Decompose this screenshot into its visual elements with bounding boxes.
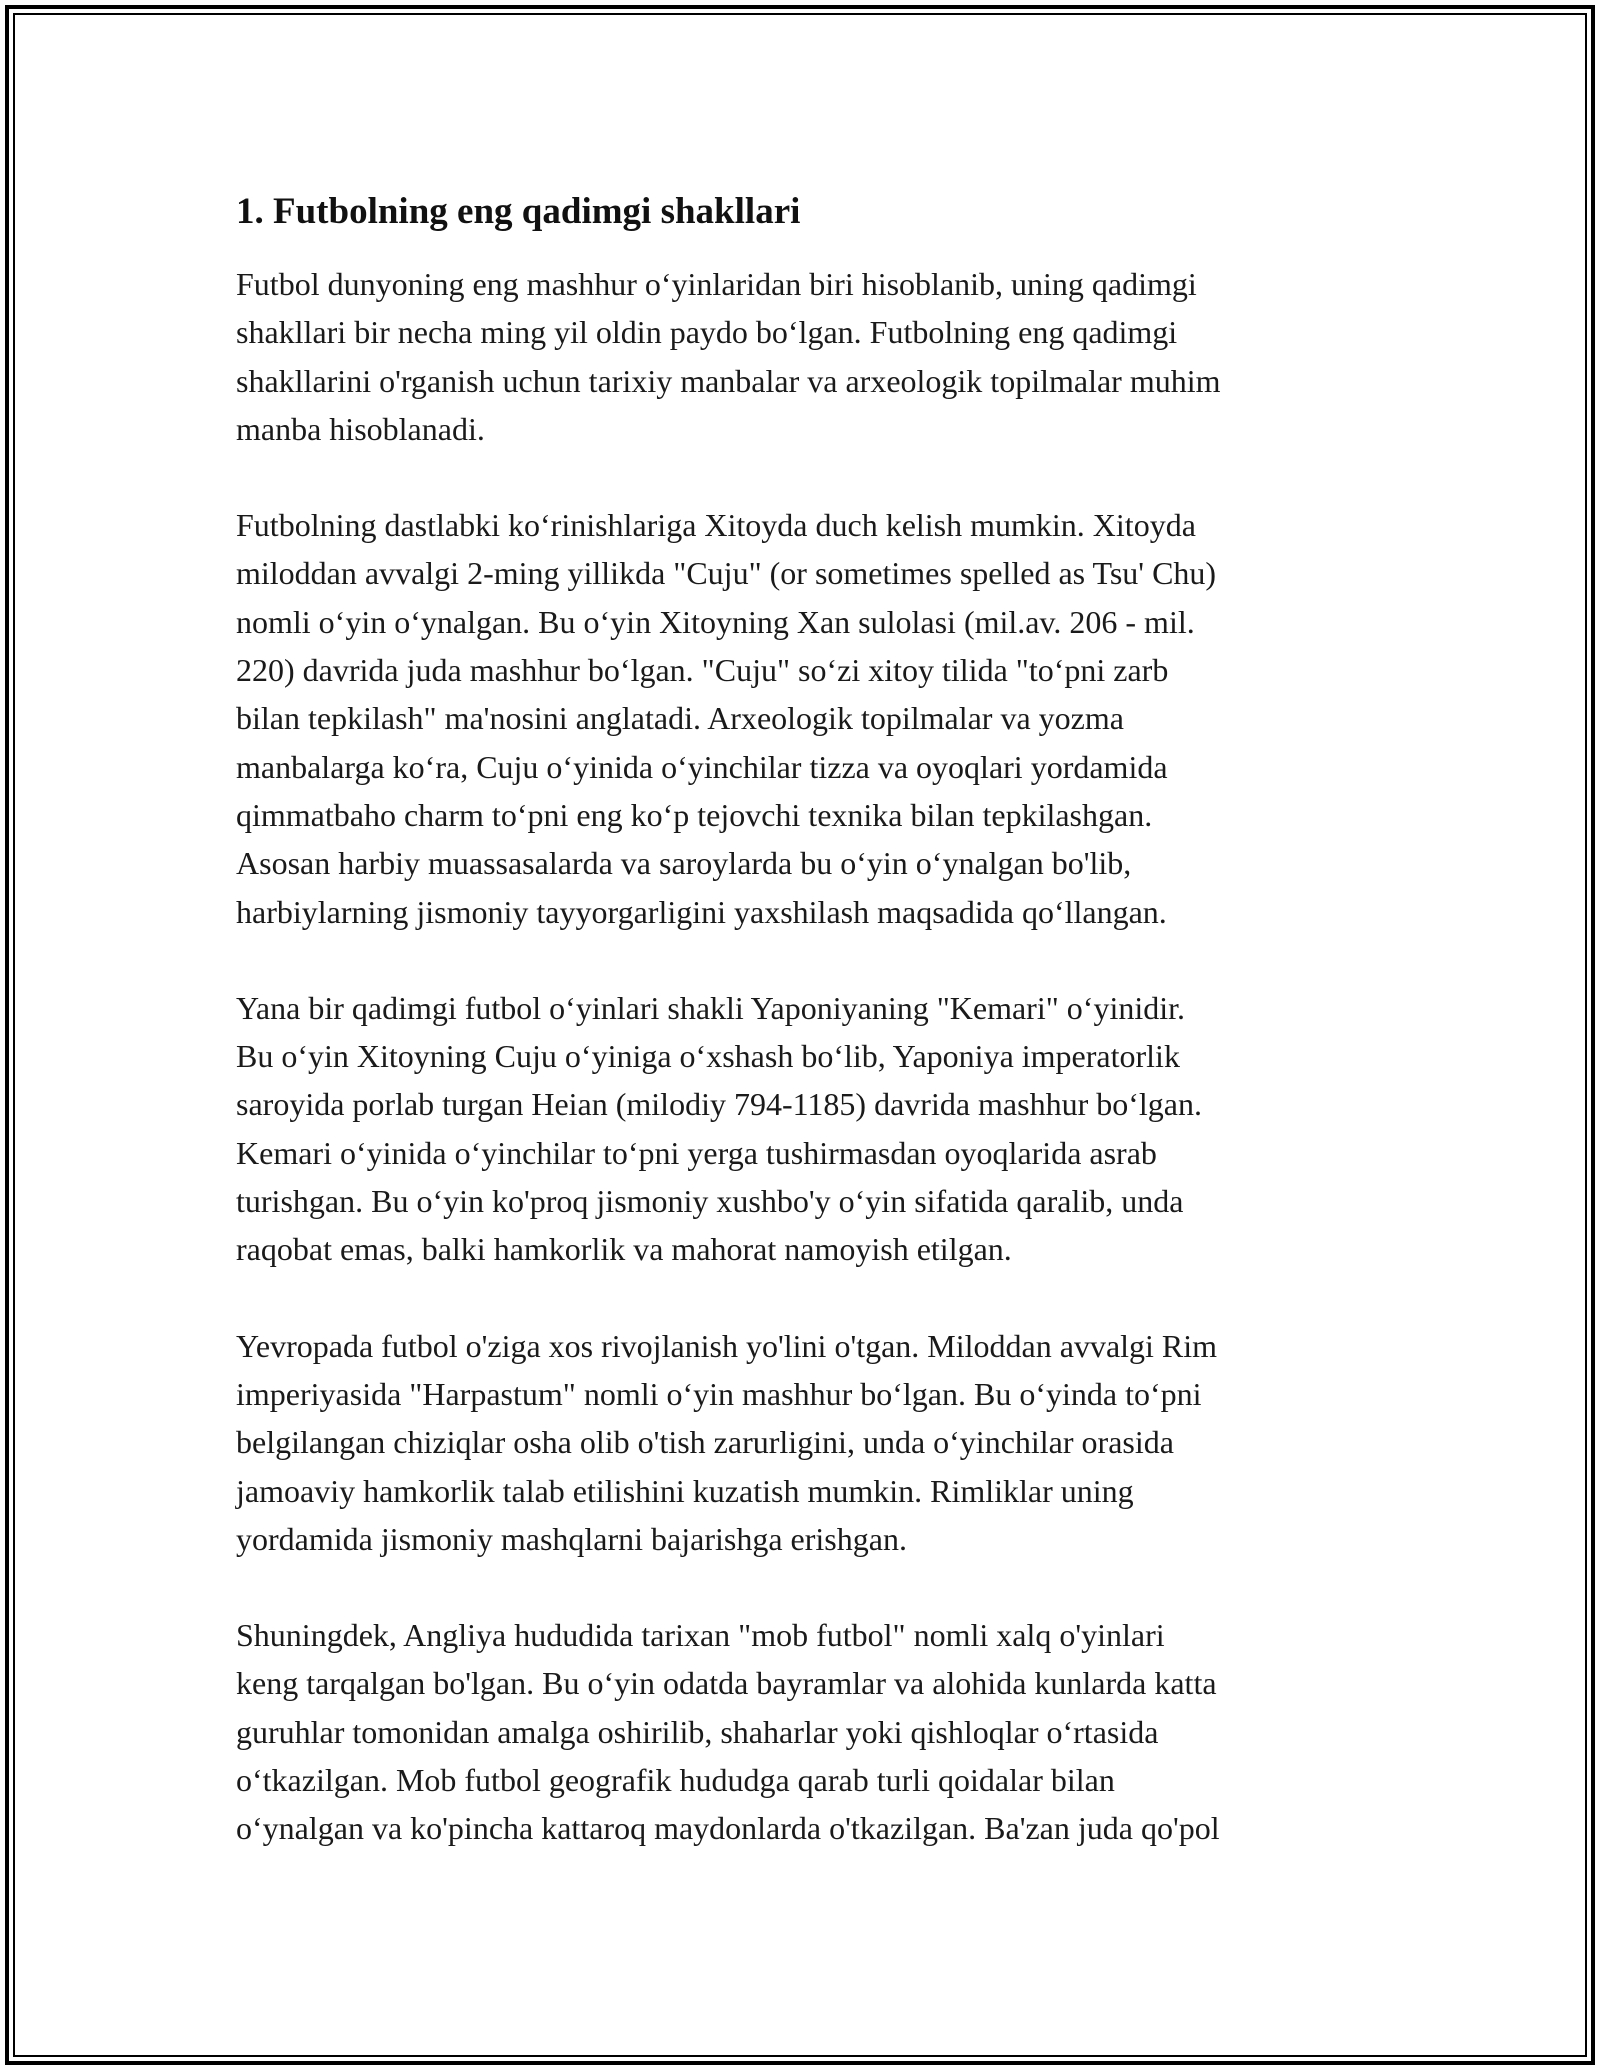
text-line: manba hisoblanadi. [236,410,485,447]
text-line: turishgan. Bu o‘yin ko'proq jismoniy xushbo'y o‘yin sifatida qaralib, unda [236,1183,1184,1220]
text-line: yordamida jismoniy mashqlarni bajarishga erishgan. [236,1520,907,1557]
text-line: Bu o‘yin Xitoyning Cuju o‘yiniga o‘xshash bo‘lib, Yaponiya imperatorlik [236,1038,1180,1075]
text-line: guruhlar tomonidan amalga oshirilib, shaharlar yoki qishloqlar o‘rtasida [236,1713,1159,1750]
text-line: Asosan harbiy muassasalarda va saroylarda bu o‘yin o‘ynalgan bo'lib, [236,845,1132,882]
text-line: raqobat emas, balki hamkorlik va mahorat namoyish etilgan. [236,1231,1012,1268]
text-line: keng tarqalgan bo'lgan. Bu o‘yin odatda bayramlar va alohida kunlarda katta [236,1665,1217,1702]
paragraph-china-cuju [236,501,1376,936]
paragraph-japan-kemari [236,984,1376,1274]
text-line: Futbol dunyoning eng mashhur o‘yinlaridan biri hisoblanib, uning qadimgi [236,266,1197,302]
text-line: Yana bir qadimgi futbol o‘yinlari shakli Yaponiyaning "Kemari" o‘yinidir. [236,989,1185,1026]
text-line: o‘ynalgan va ko'pincha kattaroq maydonlarda o'tkazilgan. Ba'zan juda qo'pol [236,1810,1220,1847]
text-line: miloddan avvalgi 2-ming yillikda "Cuju" (or sometimes spelled as Tsu' Chu) [236,555,1217,592]
text-line: Futbolning dastlabki ko‘rinishlariga Xitoyda duch kelish mumkin. Xitoyda [236,507,1196,544]
text-line: Kemari o‘yinida o‘yinchilar to‘pni yerga tushirmasdan oyoqlarida asrab [236,1134,1157,1171]
text-line: Yevropada futbol o'ziga xos rivojlanish yo'lini o'tgan. Miloddan avvalgi Rim [236,1327,1218,1364]
document-body [236,190,1376,1901]
text-line: jamoaviy hamkorlik talab etilishini kuzatish mumkin. Rimliklar uning [236,1472,1134,1509]
paragraph-rome-harpastum [236,1322,1376,1563]
text-line: shakllari bir necha ming yil oldin paydo bo‘lgan. Futbolning eng qadimgi [236,314,1178,351]
text-line: nomli o‘yin o‘ynalgan. Bu o‘yin Xitoyning Xan sulolasi (mil.av. 206 - mil. [236,603,1195,640]
text-line: bilan tepkilash" ma'nosini anglatadi. Arxeologik topilmalar va yozma [236,700,1124,737]
text-line: belgilangan chiziqlar osha olib o'tish zarurligini, unda o‘yinchilar orasida [236,1424,1174,1461]
text-line: Shuningdek, Angliya hududida tarixan "mob futbol" nomli xalq o'yinlari [236,1617,1165,1654]
text-line: manbalarga ko‘ra, Cuju o‘yinida o‘yinchilar tizza va oyoqlari yordamida [236,748,1168,785]
text-line: o‘tkazilgan. Mob futbol geografik hududga qarab turli qoidalar bilan [236,1762,1115,1799]
section-heading: 1. Futbolning eng qadimgi shakllari [236,191,801,232]
text-line: qimmatbaho charm to‘pni eng ko‘p tejovchi texnika bilan tepkilashgan. [236,796,1153,833]
text-line: shakllarini o'rganish uchun tarixiy manbalar va arxeologik topilmalar muhim [236,362,1221,399]
text-line: harbiylarning jismoniy tayyorgarligini yaxshilash maqsadida qo‘llangan. [236,893,1167,930]
text-line: saroyida porlab turgan Heian (milodiy 794-1185) davrida mashhur bo‘lgan. [236,1086,1202,1123]
paragraph-intro [236,260,1376,453]
text-line: 220) davrida juda mashhur bo‘lgan. "Cuju" so‘zi xitoy tilida "to‘pni zarb [236,652,1169,689]
paragraph-england-mob-football [236,1611,1376,1852]
text-line: imperiyasida "Harpastum" nomli o‘yin mashhur bo‘lgan. Bu o‘yinda to‘pni [236,1375,1202,1412]
